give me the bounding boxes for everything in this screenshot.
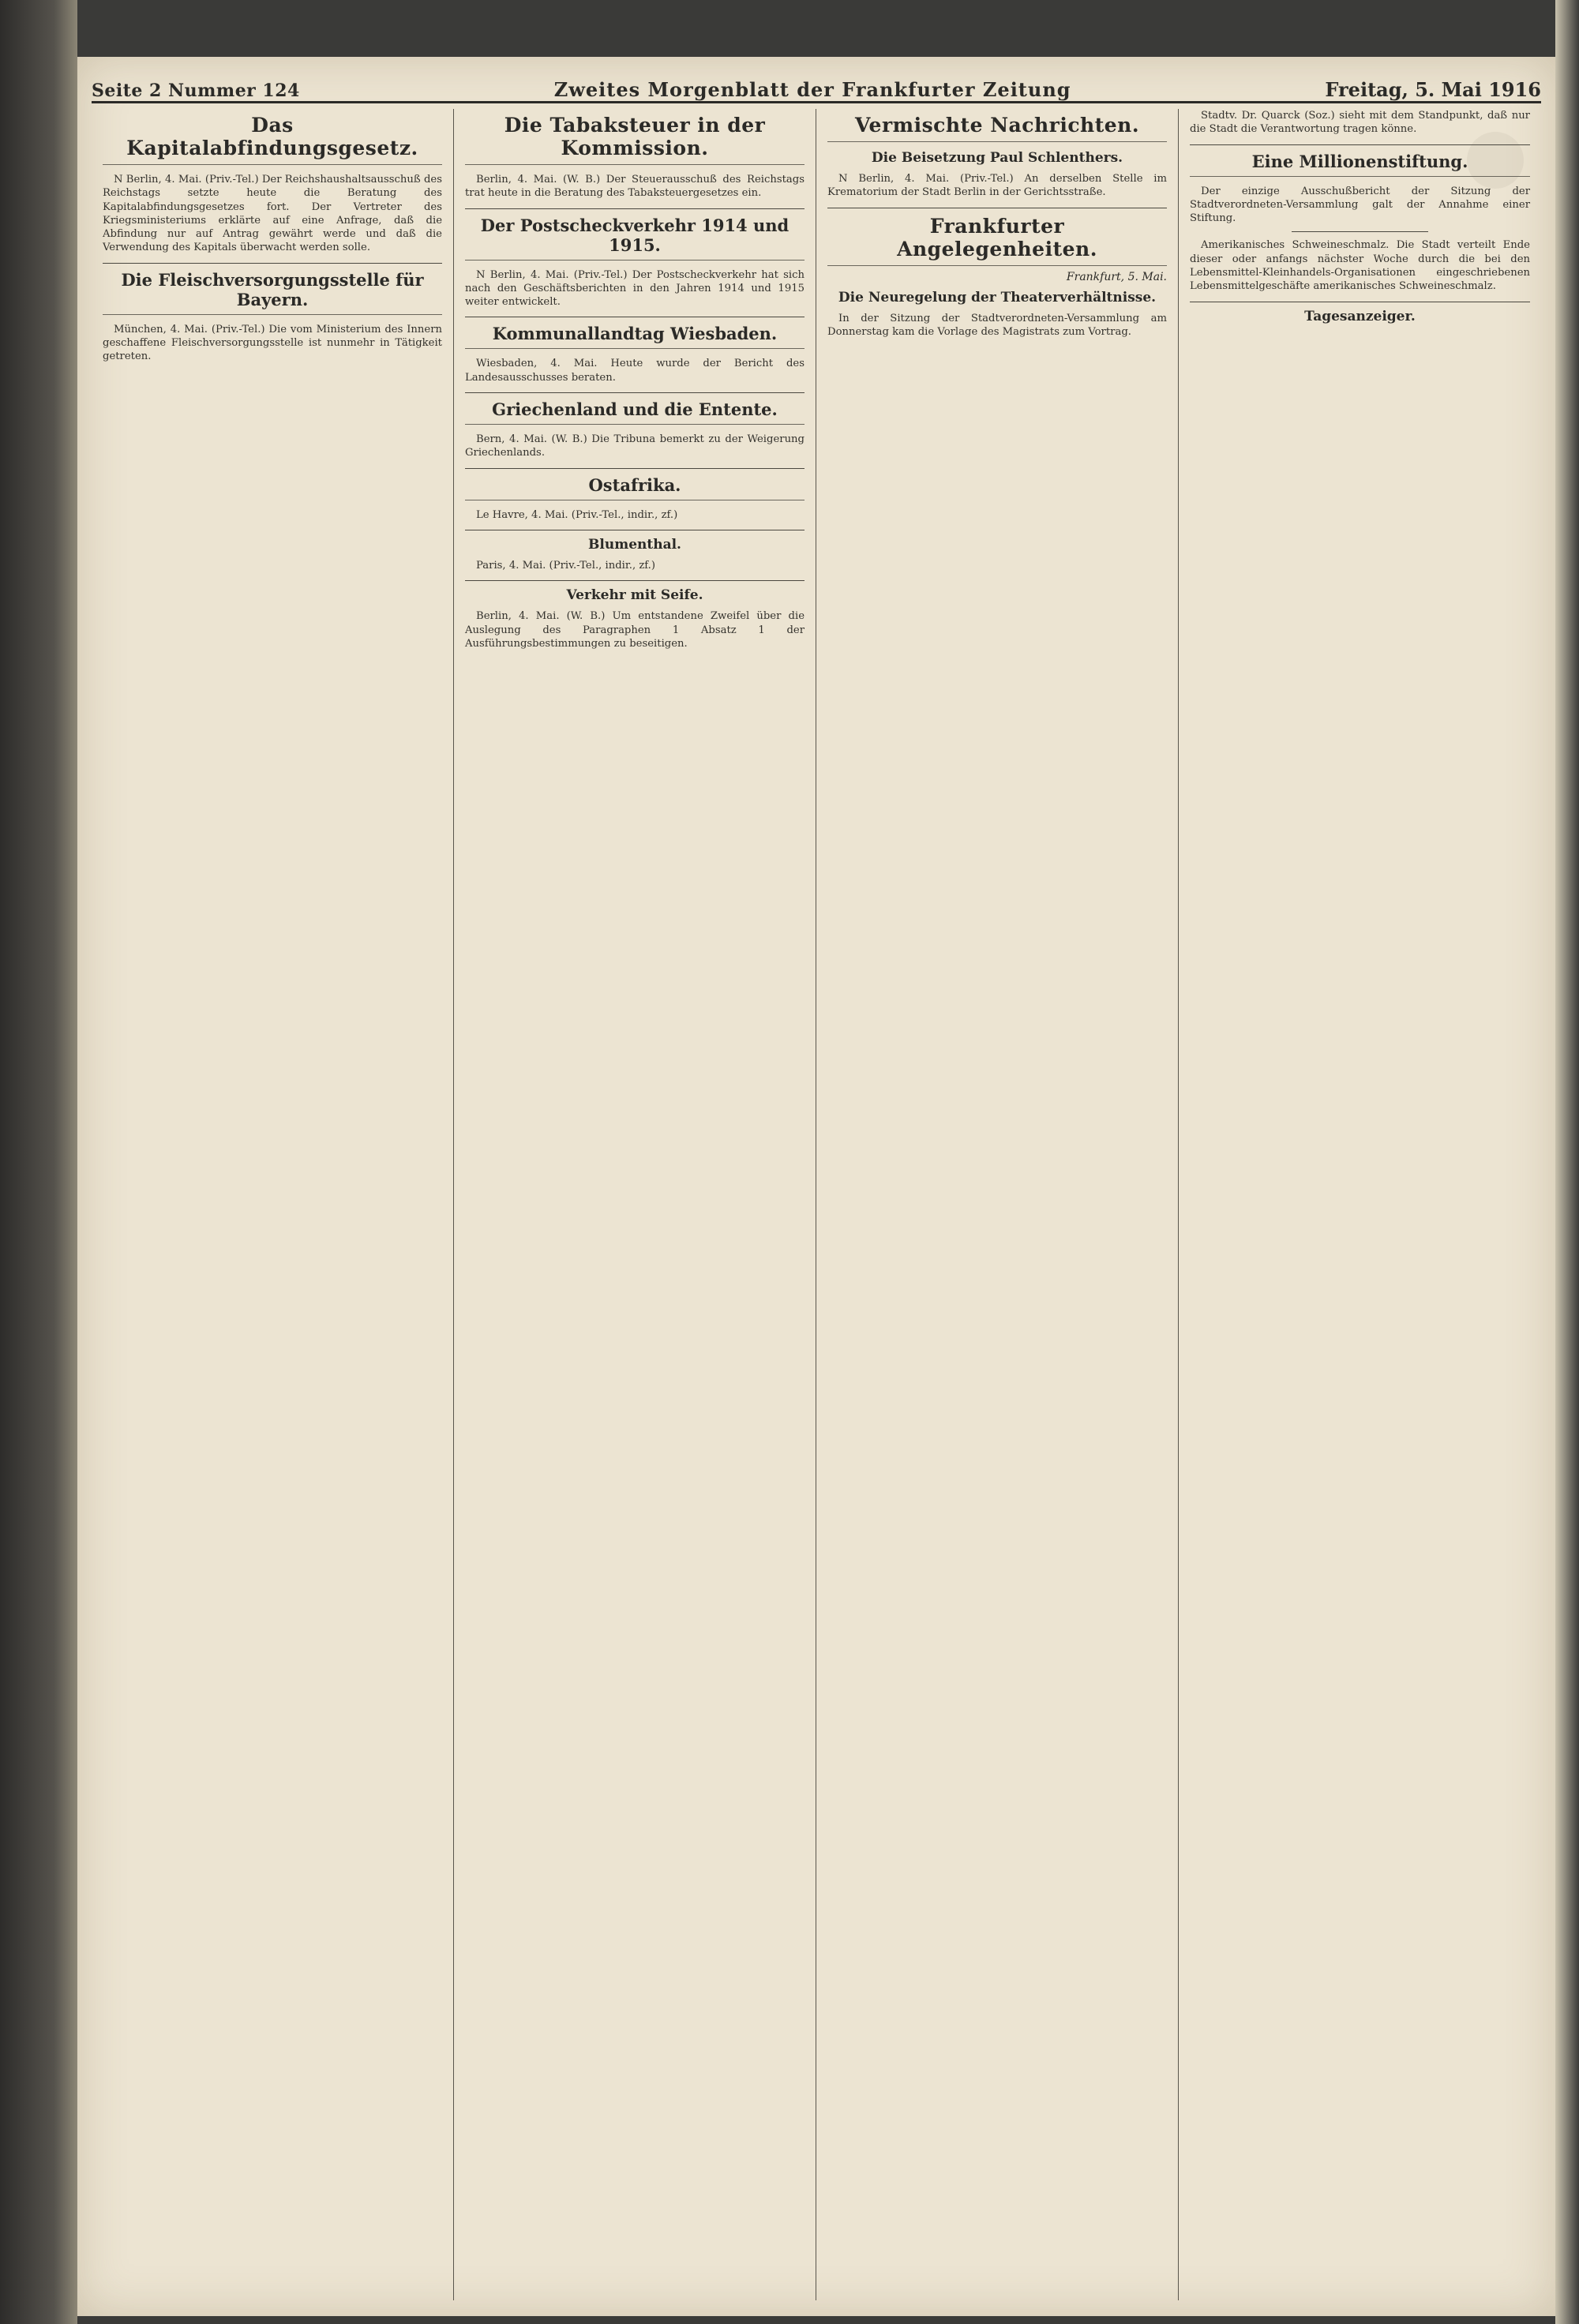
subheadline-theaterverhaeltnisse: Die Neuregelung der Theaterverhältnisse. xyxy=(838,289,1157,305)
headline-frankfurter-angelegenheiten: Frankfurter Angelegenheiten. xyxy=(827,215,1167,266)
article-text: München, 4. Mai. (Priv.-Tel.) Die vom Ministerium des Innern geschaffene Fleischversorgungsstelle ist nunmehr in Tätigkeit getreten. xyxy=(103,323,442,363)
headline-postscheckverkehr: Der Postscheckverkehr 1914 und 1915. xyxy=(465,216,805,261)
book-binding xyxy=(0,0,77,2324)
divider xyxy=(465,580,805,581)
article-text: Wiesbaden, 4. Mai. Heute wurde der Bericht des Landesausschusses beraten. xyxy=(465,358,805,384)
headline-ostafrika: Ostafrika. xyxy=(465,475,805,500)
article-text: Berlin, 4. Mai. (W. B.) Um entstandene Zweifel über die Auslegung des Paragraphen 1 Absatz 1 der Ausführungsbestimmungen zu beseitigen. xyxy=(465,610,805,650)
headline-millionenstiftung: Eine Millionenstiftung. xyxy=(1190,152,1530,177)
article-text: N Berlin, 4. Mai. (Priv.-Tel.) Der Postscheckverkehr hat sich nach den Geschäftsberichten in den Jahren 1914 und 1915 weiter entwickelt. xyxy=(465,268,805,309)
masthead xyxy=(92,65,1541,103)
column-2 xyxy=(454,109,816,2300)
divider xyxy=(465,392,805,393)
headline-kapitalabfindung: Das Kapitalabfindungsgesetz. xyxy=(103,114,442,165)
headline-seife: Verkehr mit Seife. xyxy=(566,587,703,604)
article-text: Bern, 4. Mai. (W. B.) Die Tribuna bemerkt zu der Weigerung Griechenlands. xyxy=(465,433,805,459)
headline-fleischversorgung: Die Fleischversorgungsstelle für Bayern. xyxy=(103,270,442,315)
page-number: Seite 2 Nummer 124 xyxy=(92,81,300,101)
headline-blumenthal: Blumenthal. xyxy=(588,536,681,553)
divider xyxy=(1292,231,1427,232)
article-text: N Berlin, 4. Mai. (Priv.-Tel.) An derselben Stelle im Krematorium der Stadt Berlin in der Gerichtsstraße. xyxy=(827,173,1167,199)
article-columns xyxy=(92,109,1541,2300)
column-3 xyxy=(816,109,1179,2300)
headline-tabaksteuer: Die Tabaksteuer in der Kommission. xyxy=(465,114,805,165)
divider xyxy=(465,468,805,469)
article-text: Stadtv. Dr. Quarck (Soz.) sieht mit dem Standpunkt, daß nur die Stadt die Verantwortung tragen könne. xyxy=(1190,110,1530,136)
issue-date: Freitag, 5. Mai 1916 xyxy=(1325,78,1541,101)
article-text: N Berlin, 4. Mai. (Priv.-Tel.) Der Reichshaushaltsausschuß des Reichstags setzte heute die Beratung des Kapitalabfindungsgesetzes fort. Der Vertreter des Kriegsministeriums erklärte auf eine Anfrage, daß die Abfindung nur auf Antrag gewährt werde und daß die Verwendung des Kapitals überwacht werden solle. xyxy=(103,174,442,254)
article-text: In der Sitzung der Stadtverordneten-Versammlung am Donnerstag kam die Vorlage des Magistrats zum Vortrag. xyxy=(827,312,1167,338)
article-text: Berlin, 4. Mai. (W. B.) Der Steuerausschuß des Reichstags trat heute in die Beratung des Tabaksteuergesetzes ein. xyxy=(465,174,805,200)
subheadline-beisetzung: Die Beisetzung Paul Schlenthers. xyxy=(871,150,1123,166)
article-text: Amerikanisches Schweineschmalz. Die Stadt verteilt Ende dieser oder anfangs nächster Woche durch die bei den Lebensmittel-Kleinhandels-Organisationen eingeschriebenen Lebensmittelgeschäfte amerikanisches Schweineschmalz. xyxy=(1190,239,1530,293)
article-text: Der einzige Ausschußbericht der Sitzung der Stadtverordneten-Versammlung galt der Annahme einer Stiftung. xyxy=(1190,185,1530,225)
divider xyxy=(465,208,805,209)
dateline: Frankfurt, 5. Mai. xyxy=(1066,270,1167,283)
headline-griechenland: Griechenland und die Entente. xyxy=(465,399,805,425)
divider xyxy=(103,263,442,264)
divider xyxy=(1190,144,1530,145)
headline-tagesanzeiger: Tagesanzeiger. xyxy=(1304,308,1416,324)
article-text: Paris, 4. Mai. (Priv.-Tel., indir., zf.) xyxy=(476,559,656,572)
headline-vermischte-nachrichten: Vermischte Nachrichten. xyxy=(827,114,1167,142)
article-text: Le Havre, 4. Mai. (Priv.-Tel., indir., zf.) xyxy=(476,508,678,521)
page-edge xyxy=(1555,0,1579,2324)
headline-kommunallandtag: Kommunallandtag Wiesbaden. xyxy=(465,324,805,349)
newspaper-title: Zweites Morgenblatt der Frankfurter Zeitung xyxy=(553,78,1071,101)
column-1 xyxy=(92,109,454,2300)
newspaper-page xyxy=(77,57,1555,2316)
column-4 xyxy=(1179,109,1541,2300)
